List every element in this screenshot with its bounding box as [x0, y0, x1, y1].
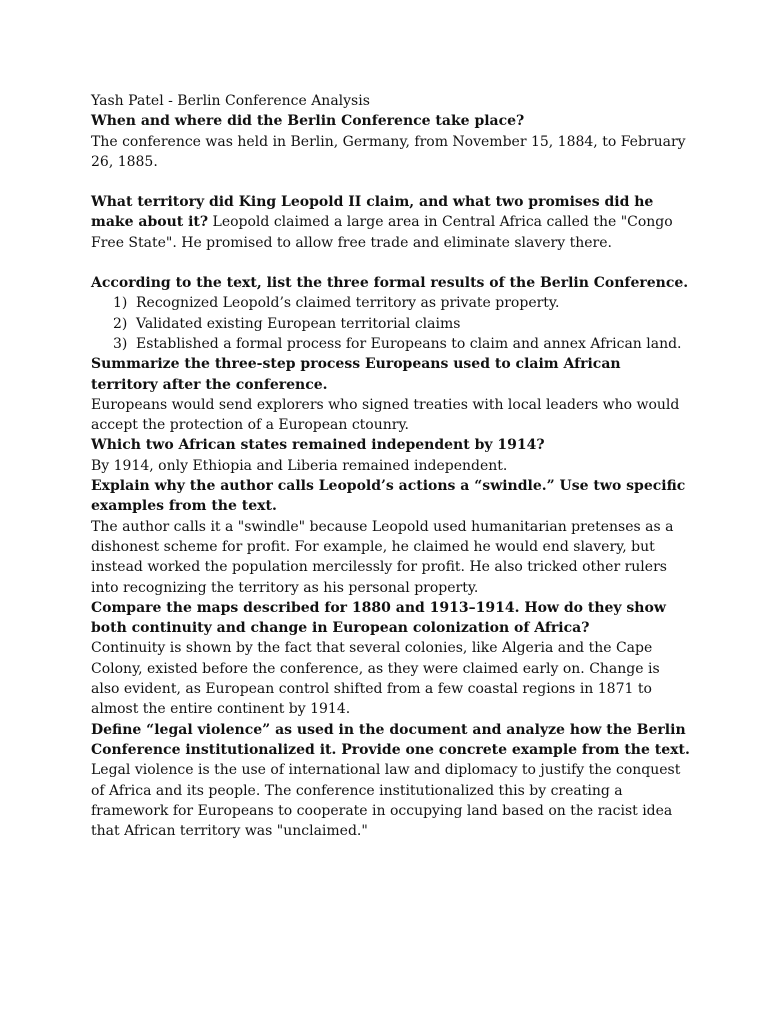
answer-8: Legal violence is the use of international law and diplomacy to justify the conquest of Africa and its people. The conference institutionalized this by creating a framework for Europeans to cooperate in occupying land based on the racist idea that African territory was "unclaimed.": [91, 762, 681, 840]
list-item-text: Recognized Leopold’s claimed territory as private property.: [136, 295, 560, 312]
question-4: Summarize the three-step process Europeans used to claim African territory after the conference.: [91, 356, 621, 393]
list-item-text: Established a formal process for Europeans to claim and annex African land.: [136, 335, 682, 352]
list-item-number: 2): [113, 315, 128, 332]
question-8: Define “legal violence” as used in the document and analyze how the Berlin Conference institutionalized it. Provide one concrete example from the text.: [91, 721, 690, 758]
answer-4: Europeans would send explorers who signed treaties with local leaders who would accept the protection of a European ctounry.: [91, 396, 680, 434]
question-1: When and where did the Berlin Conference take place?: [91, 113, 525, 130]
document-page: [91, 91, 691, 841]
answer-6: The author calls it a "swindle" because Leopold used humanitarian pretenses as a dishonest scheme for profit. For example, he claimed he would end slavery, but instead worked the population mercilessly for profit. He also tricked other rulers into recognizing the territory as his personal property.: [91, 518, 674, 596]
list-item: [91, 334, 691, 354]
list-item-number: 3): [113, 335, 128, 352]
question-2: What territory did King Leopold II claim, and what two promises did he make about it?: [91, 194, 654, 231]
question-3: According to the text, list the three formal results of the Berlin Conference.: [91, 275, 689, 292]
answer-1: The conference was held in Berlin, Germany, from November 15, 1884, to February 26, 1885.: [91, 133, 686, 170]
paragraph-spacer: [91, 253, 691, 273]
list-item: [91, 314, 691, 334]
question-5: Which two African states remained independent by 1914?: [91, 437, 545, 454]
question-7: Compare the maps described for 1880 and 1913–1914. How do they show both continuity and change in European colonization of Africa?: [91, 599, 666, 637]
document-title: Yash Patel - Berlin Conference Analysis: [91, 93, 370, 109]
answer-2: Leopold claimed a large area in Central Africa called the "Congo Free State". He promised to allow free trade and eliminate slavery there.: [91, 214, 673, 251]
question-6: Explain why the author calls Leopold’s actions a “swindle.” Use two specific examples from the text.: [91, 478, 686, 515]
results-list: [91, 293, 691, 354]
list-item-number: 1): [113, 295, 128, 312]
paragraph-spacer: [91, 172, 691, 192]
question-answer-2: [91, 192, 691, 253]
list-item: [91, 293, 691, 313]
answer-5: By 1914, only Ethiopia and Liberia remained independent.: [91, 457, 508, 474]
list-item-text: Validated existing European territorial claims: [136, 315, 461, 332]
answer-7: Continuity is shown by the fact that several colonies, like Algeria and the Cape Colony, existed before the conference, as they were claimed early on. Change is also evident, as European control shifted from a few coastal regions in 1871 to almost the entire continent by 1914.: [91, 640, 660, 718]
